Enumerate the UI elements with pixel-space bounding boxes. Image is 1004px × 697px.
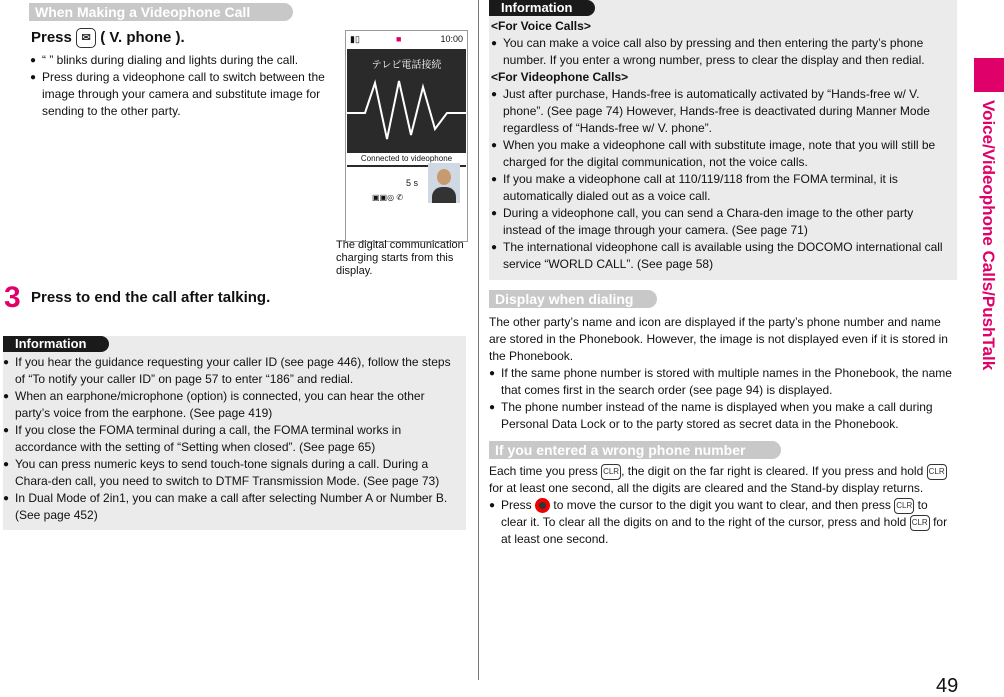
wrong-number-item (489, 497, 953, 548)
other-party-avatar (428, 163, 460, 203)
info-item: ● In Dual Mode of 2in1, you can make a call after selecting Number A or Number B. (See page 452) (3, 490, 461, 524)
info-label-left: Information (3, 336, 109, 352)
wrong-text-a: Each time you press (489, 464, 598, 478)
phone-elapsed-time: 5 s (406, 178, 419, 188)
info-label-right: Information (489, 0, 595, 16)
antenna-icon: ▮▯ (350, 34, 360, 44)
step-bullets (30, 52, 330, 120)
info-item: ● If you hear the guidance requesting your caller ID (see page 446), follow the steps of “To notify your caller ID” on page 57 to enter “186” and redial. (3, 354, 461, 388)
phone-screen-title: テレビ電話接続 (371, 60, 442, 71)
info-item: ● When an earphone/microphone (option) is connected, you can hear the other party’s voice from the earphone. (See page 419) (3, 388, 461, 422)
phone-mode-icons: ▣▣◎ ✆ (372, 193, 404, 202)
display-item: ● The phone number instead of the name is displayed when you make a call during Personal Data Lock or to the party stored as secret data in the Phonebook. (489, 399, 953, 433)
signal-wave-graphic (347, 73, 466, 149)
wrong-item-c: to clear it. To clear all the digits on and to the right of the cursor, press and hold (501, 498, 928, 529)
info-item: ● If you close the FOMA terminal during a call, the FOMA terminal works in accordance with the setting of “Setting when closed”. (See page 65) (3, 422, 461, 456)
phone-status-bar (346, 31, 467, 47)
info-item: ● During a videophone call, you can send a Chara-den image to the other party instead of the image through your camera. (See page 71) (491, 205, 954, 239)
column-divider (478, 0, 479, 680)
mail-key-icon: ✉ (76, 28, 96, 48)
display-item: ● If the same phone number is stored with multiple names in the Phonebook, the name that comes first in the search order (see page 94) is displayed. (489, 365, 953, 399)
info-item: ● Just after purchase, Hands-free is automatically activated by “Hands-free w/ V. phone”. (See page 74) However, Hands-free is deactivated during Manner Mode regardless of “Hands-free w/ V. phone”. (491, 86, 954, 137)
wrong-text-b: , the digit on the far right is cleared. If you press and hold (621, 464, 924, 478)
info-list-right (491, 18, 954, 273)
info-item: ● If you make a videophone call at 110/119/118 from the FOMA terminal, it is automatically dialed out as a voice call. (491, 171, 954, 205)
phone-connected-banner: Connected to videophone (347, 153, 466, 165)
info-item: ● You can press numeric keys to send touch-tone signals during a call. During a Chara-den call, you need to switch to DTMF Transmission Mode. (See page 73) (3, 456, 461, 490)
info-item: ● You can make a voice call also by pressing and then entering the party’s phone number. If you enter a wrong number, press to clear the display and then redial. (491, 35, 954, 69)
clr-key-icon: CLR (601, 464, 621, 480)
phone-screen-illustration (345, 30, 468, 242)
step-press-line (31, 28, 185, 48)
page-number: 49 (936, 675, 959, 697)
side-tab-marker (974, 58, 1004, 92)
info-list-left (3, 354, 461, 524)
step-3-text: Press to end the call after talking. (31, 289, 271, 306)
wrong-number-paragraph (489, 463, 953, 497)
wrong-text-c: for at least one second, all the digits are cleared and the Stand-by display returns. (489, 481, 924, 495)
phone-caption: The digital communication charging starts from this display. (336, 239, 464, 277)
section-heading-wrong-number: If you entered a wrong phone number (489, 441, 781, 459)
bullet-switch-image: ● Press during a videophone call to switch between the image through your camera and substitute image for sending to the other party. (30, 69, 330, 120)
section-heading-display: Display when dialing (489, 290, 657, 308)
voice-calls-subheading: <For Voice Calls> (491, 19, 591, 33)
clr-key-icon: CLR (894, 498, 914, 514)
side-chapter-title: Voice/Videophone Calls/PushTalk (979, 100, 998, 371)
step-press-tail: ( V. phone ). (100, 29, 185, 46)
wrong-item-a: Press (501, 498, 532, 512)
multi-cursor-key-icon (535, 498, 550, 513)
videophone-calls-subheading: <For Videophone Calls> (491, 70, 629, 84)
step-press-label: Press (31, 29, 72, 46)
wrong-item-d: for at least one second. (501, 515, 948, 546)
display-section-body (489, 314, 953, 433)
clr-key-icon: CLR (927, 464, 947, 480)
bullet-blink: ● “ ” blinks during dialing and lights during the call. (30, 52, 330, 69)
info-item: ● The international videophone call is available using the DOCOMO international call service “WORLD CALL”. (See page 58) (491, 239, 954, 273)
section-heading-videophone: When Making a Videophone Call (29, 3, 293, 21)
info-item: ● When you make a videophone call with substitute image, note that you will still be charged for the digital communication, not the voice calls. (491, 137, 954, 171)
phone-video-area (347, 49, 466, 167)
clr-key-icon: CLR (910, 515, 930, 531)
wrong-item-b: to move the cursor to the digit you want to clear, and then press (553, 498, 891, 512)
call-indicator-icon: ■ (396, 34, 402, 44)
wrong-number-body (489, 463, 953, 548)
display-paragraph: The other party’s name and icon are displayed if the party’s phone number and name are stored in the Phonebook. However, the image is not displayed even if it is stored in the Phonebook. (489, 315, 948, 363)
status-time: 10:00 (440, 34, 463, 44)
step-3-number: 3 (4, 281, 21, 314)
